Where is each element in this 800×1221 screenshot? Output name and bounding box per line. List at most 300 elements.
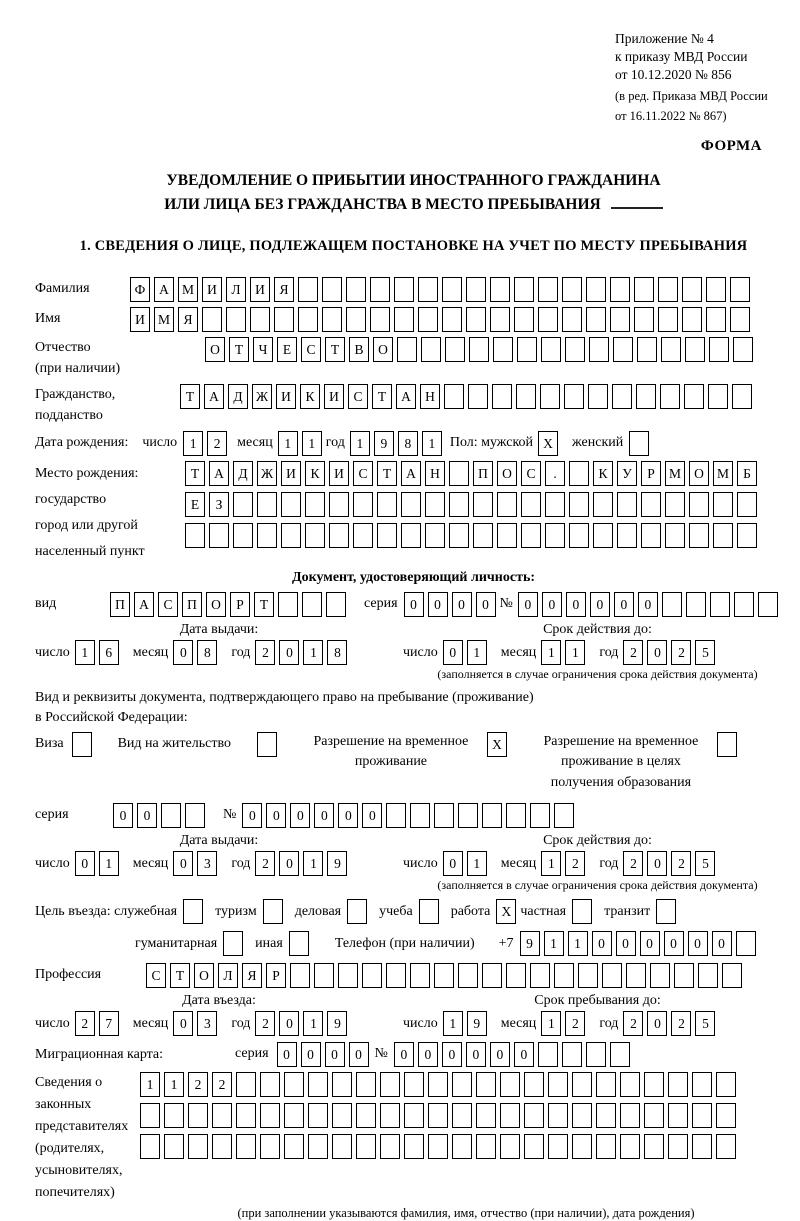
char-cell[interactable]	[476, 1103, 496, 1128]
char-cell[interactable]: 1	[541, 851, 561, 876]
char-cell[interactable]	[617, 492, 637, 517]
char-cell[interactable]: И	[250, 277, 270, 302]
char-cell[interactable]	[521, 523, 541, 548]
char-cell[interactable]: 2	[671, 640, 691, 665]
char-cell[interactable]	[713, 523, 733, 548]
char-cell[interactable]	[610, 1042, 630, 1067]
char-cell[interactable]: 7	[99, 1011, 119, 1036]
char-cell[interactable]	[730, 277, 750, 302]
char-cell[interactable]: 1	[443, 1011, 463, 1036]
char-cell[interactable]: 0	[442, 1042, 462, 1067]
char-cell[interactable]: 1	[467, 640, 487, 665]
char-cell[interactable]	[401, 523, 421, 548]
char-cell[interactable]	[521, 492, 541, 517]
char-cell[interactable]: 8	[197, 640, 217, 665]
char-cell[interactable]: 1	[164, 1072, 184, 1097]
char-cell[interactable]	[634, 307, 654, 332]
char-cell[interactable]	[564, 384, 584, 409]
char-cell[interactable]: 1	[422, 431, 442, 456]
char-cell[interactable]: И	[324, 384, 344, 409]
char-cell[interactable]	[466, 277, 486, 302]
char-cell[interactable]	[346, 277, 366, 302]
char-cell[interactable]: 0	[712, 931, 732, 956]
char-cell[interactable]	[661, 337, 681, 362]
char-cell[interactable]	[596, 1103, 616, 1128]
char-cell[interactable]	[716, 1103, 736, 1128]
char-cell[interactable]	[497, 523, 517, 548]
char-cell[interactable]: 0	[443, 640, 463, 665]
char-cell[interactable]: 5	[695, 640, 715, 665]
char-cell[interactable]: К	[593, 461, 613, 486]
purpose-humanitarian-checkbox[interactable]	[223, 931, 243, 956]
char-cell[interactable]	[346, 307, 366, 332]
char-cell[interactable]: Я	[274, 277, 294, 302]
char-cell[interactable]	[589, 337, 609, 362]
char-cell[interactable]	[493, 337, 513, 362]
char-cell[interactable]: 1	[565, 640, 585, 665]
char-cell[interactable]	[397, 337, 417, 362]
char-cell[interactable]	[530, 803, 550, 828]
char-cell[interactable]	[428, 1134, 448, 1159]
char-cell[interactable]: 0	[290, 803, 310, 828]
char-cell[interactable]	[452, 1134, 472, 1159]
char-cell[interactable]: А	[134, 592, 154, 617]
char-cell[interactable]	[290, 963, 310, 988]
char-cell[interactable]	[658, 277, 678, 302]
char-cell[interactable]	[308, 1103, 328, 1128]
char-cell[interactable]: 9	[374, 431, 394, 456]
char-cell[interactable]	[548, 1134, 568, 1159]
char-cell[interactable]	[733, 337, 753, 362]
char-cell[interactable]	[458, 963, 478, 988]
char-cell[interactable]: В	[349, 337, 369, 362]
char-cell[interactable]: Ф	[130, 277, 150, 302]
char-cell[interactable]	[620, 1103, 640, 1128]
char-cell[interactable]: 1	[541, 640, 561, 665]
char-cell[interactable]: 5	[695, 1011, 715, 1036]
char-cell[interactable]: О	[194, 963, 214, 988]
char-cell[interactable]	[332, 1134, 352, 1159]
char-cell[interactable]: Р	[266, 963, 286, 988]
char-cell[interactable]	[386, 963, 406, 988]
char-cell[interactable]	[380, 1134, 400, 1159]
char-cell[interactable]	[278, 592, 298, 617]
char-cell[interactable]	[698, 963, 718, 988]
char-cell[interactable]	[524, 1072, 544, 1097]
char-cell[interactable]: 0	[466, 1042, 486, 1067]
char-cell[interactable]: Н	[425, 461, 445, 486]
char-cell[interactable]	[636, 384, 656, 409]
char-cell[interactable]	[541, 337, 561, 362]
char-cell[interactable]	[569, 523, 589, 548]
char-cell[interactable]	[452, 1103, 472, 1128]
char-cell[interactable]: И	[202, 277, 222, 302]
char-cell[interactable]	[506, 803, 526, 828]
char-cell[interactable]	[689, 523, 709, 548]
char-cell[interactable]: Д	[228, 384, 248, 409]
char-cell[interactable]	[665, 492, 685, 517]
char-cell[interactable]	[516, 384, 536, 409]
char-cell[interactable]: О	[497, 461, 517, 486]
char-cell[interactable]	[713, 492, 733, 517]
visa-checkbox[interactable]	[72, 732, 92, 757]
char-cell[interactable]: 2	[565, 851, 585, 876]
char-cell[interactable]: 0	[443, 851, 463, 876]
char-cell[interactable]	[250, 307, 270, 332]
char-cell[interactable]: 0	[647, 1011, 667, 1036]
char-cell[interactable]: 1	[302, 431, 322, 456]
char-cell[interactable]	[716, 1072, 736, 1097]
char-cell[interactable]: О	[205, 337, 225, 362]
purpose-other-checkbox[interactable]	[289, 931, 309, 956]
char-cell[interactable]	[476, 1072, 496, 1097]
char-cell[interactable]	[449, 523, 469, 548]
char-cell[interactable]	[637, 337, 657, 362]
char-cell[interactable]	[425, 523, 445, 548]
char-cell[interactable]: М	[154, 307, 174, 332]
char-cell[interactable]	[302, 592, 322, 617]
char-cell[interactable]	[562, 307, 582, 332]
char-cell[interactable]: 9	[520, 931, 540, 956]
char-cell[interactable]	[658, 307, 678, 332]
char-cell[interactable]	[212, 1103, 232, 1128]
purpose-private-checkbox[interactable]	[572, 899, 592, 924]
char-cell[interactable]	[514, 307, 534, 332]
char-cell[interactable]	[394, 277, 414, 302]
char-cell[interactable]: Т	[229, 337, 249, 362]
char-cell[interactable]	[593, 492, 613, 517]
char-cell[interactable]	[641, 523, 661, 548]
purpose-work-checkbox[interactable]: X	[496, 899, 516, 924]
char-cell[interactable]: 2	[565, 1011, 585, 1036]
char-cell[interactable]	[596, 1072, 616, 1097]
char-cell[interactable]	[305, 492, 325, 517]
char-cell[interactable]	[644, 1103, 664, 1128]
char-cell[interactable]	[548, 1072, 568, 1097]
char-cell[interactable]	[308, 1072, 328, 1097]
char-cell[interactable]: 0	[242, 803, 262, 828]
char-cell[interactable]: 0	[404, 592, 424, 617]
char-cell[interactable]	[442, 307, 462, 332]
char-cell[interactable]	[588, 384, 608, 409]
char-cell[interactable]: Т	[180, 384, 200, 409]
char-cell[interactable]: 8	[398, 431, 418, 456]
char-cell[interactable]: 0	[428, 592, 448, 617]
char-cell[interactable]	[538, 1042, 558, 1067]
char-cell[interactable]	[662, 592, 682, 617]
char-cell[interactable]	[284, 1103, 304, 1128]
char-cell[interactable]	[490, 277, 510, 302]
char-cell[interactable]	[370, 277, 390, 302]
temp-residence-edu-checkbox[interactable]	[717, 732, 737, 757]
char-cell[interactable]	[380, 1072, 400, 1097]
char-cell[interactable]: 1	[544, 931, 564, 956]
char-cell[interactable]	[428, 1072, 448, 1097]
char-cell[interactable]: 0	[394, 1042, 414, 1067]
char-cell[interactable]: 1	[99, 851, 119, 876]
char-cell[interactable]: 0	[514, 1042, 534, 1067]
char-cell[interactable]	[458, 803, 478, 828]
char-cell[interactable]	[674, 963, 694, 988]
char-cell[interactable]	[737, 523, 757, 548]
char-cell[interactable]: 2	[75, 1011, 95, 1036]
char-cell[interactable]: 2	[188, 1072, 208, 1097]
char-cell[interactable]	[322, 277, 342, 302]
char-cell[interactable]: 2	[255, 851, 275, 876]
char-cell[interactable]	[452, 1072, 472, 1097]
char-cell[interactable]: 1	[303, 640, 323, 665]
purpose-transit-checkbox[interactable]	[656, 899, 676, 924]
char-cell[interactable]: 0	[476, 592, 496, 617]
char-cell[interactable]: 1	[278, 431, 298, 456]
char-cell[interactable]	[692, 1072, 712, 1097]
char-cell[interactable]: 0	[137, 803, 157, 828]
char-cell[interactable]: 0	[566, 592, 586, 617]
char-cell[interactable]: 2	[255, 640, 275, 665]
char-cell[interactable]: Р	[641, 461, 661, 486]
char-cell[interactable]	[284, 1134, 304, 1159]
char-cell[interactable]: К	[300, 384, 320, 409]
char-cell[interactable]	[538, 307, 558, 332]
char-cell[interactable]	[569, 492, 589, 517]
char-cell[interactable]	[617, 523, 637, 548]
char-cell[interactable]: 0	[490, 1042, 510, 1067]
char-cell[interactable]: 0	[173, 640, 193, 665]
char-cell[interactable]: 1	[467, 851, 487, 876]
char-cell[interactable]	[530, 963, 550, 988]
char-cell[interactable]	[404, 1103, 424, 1128]
purpose-tourism-checkbox[interactable]	[263, 899, 283, 924]
char-cell[interactable]: 2	[623, 640, 643, 665]
char-cell[interactable]	[572, 1072, 592, 1097]
char-cell[interactable]: К	[305, 461, 325, 486]
char-cell[interactable]: Р	[230, 592, 250, 617]
char-cell[interactable]: А	[204, 384, 224, 409]
char-cell[interactable]	[164, 1103, 184, 1128]
char-cell[interactable]	[401, 492, 421, 517]
char-cell[interactable]: 0	[338, 803, 358, 828]
char-cell[interactable]	[736, 931, 756, 956]
char-cell[interactable]: 9	[327, 1011, 347, 1036]
char-cell[interactable]: 0	[614, 592, 634, 617]
char-cell[interactable]	[650, 963, 670, 988]
char-cell[interactable]: И	[329, 461, 349, 486]
char-cell[interactable]	[709, 337, 729, 362]
char-cell[interactable]	[140, 1103, 160, 1128]
char-cell[interactable]	[660, 384, 680, 409]
char-cell[interactable]	[554, 803, 574, 828]
char-cell[interactable]: И	[281, 461, 301, 486]
char-cell[interactable]: 3	[197, 1011, 217, 1036]
char-cell[interactable]	[353, 492, 373, 517]
char-cell[interactable]: 1	[303, 1011, 323, 1036]
char-cell[interactable]	[329, 523, 349, 548]
char-cell[interactable]	[209, 523, 229, 548]
char-cell[interactable]: О	[689, 461, 709, 486]
char-cell[interactable]	[612, 384, 632, 409]
char-cell[interactable]	[356, 1134, 376, 1159]
char-cell[interactable]	[644, 1134, 664, 1159]
char-cell[interactable]	[626, 963, 646, 988]
char-cell[interactable]: 2	[623, 851, 643, 876]
char-cell[interactable]	[473, 492, 493, 517]
char-cell[interactable]	[500, 1134, 520, 1159]
char-cell[interactable]	[380, 1103, 400, 1128]
char-cell[interactable]	[449, 461, 469, 486]
char-cell[interactable]: 0	[638, 592, 658, 617]
char-cell[interactable]: М	[713, 461, 733, 486]
char-cell[interactable]	[188, 1103, 208, 1128]
char-cell[interactable]	[233, 492, 253, 517]
char-cell[interactable]: Я	[178, 307, 198, 332]
char-cell[interactable]: 0	[325, 1042, 345, 1067]
char-cell[interactable]: С	[353, 461, 373, 486]
char-cell[interactable]	[305, 523, 325, 548]
sex-male-checkbox[interactable]: X	[538, 431, 558, 456]
char-cell[interactable]	[356, 1072, 376, 1097]
char-cell[interactable]: 0	[518, 592, 538, 617]
char-cell[interactable]	[314, 963, 334, 988]
char-cell[interactable]: Т	[377, 461, 397, 486]
temp-residence-checkbox[interactable]: X	[487, 732, 507, 757]
char-cell[interactable]	[596, 1134, 616, 1159]
char-cell[interactable]	[524, 1134, 544, 1159]
char-cell[interactable]	[708, 384, 728, 409]
char-cell[interactable]	[572, 1103, 592, 1128]
char-cell[interactable]: П	[182, 592, 202, 617]
char-cell[interactable]: 1	[350, 431, 370, 456]
char-cell[interactable]	[734, 592, 754, 617]
char-cell[interactable]: 0	[349, 1042, 369, 1067]
char-cell[interactable]	[548, 1103, 568, 1128]
char-cell[interactable]	[418, 277, 438, 302]
char-cell[interactable]	[298, 277, 318, 302]
char-cell[interactable]	[212, 1134, 232, 1159]
char-cell[interactable]: 1	[75, 640, 95, 665]
char-cell[interactable]	[506, 963, 526, 988]
char-cell[interactable]	[710, 592, 730, 617]
char-cell[interactable]: С	[158, 592, 178, 617]
char-cell[interactable]: 0	[173, 851, 193, 876]
char-cell[interactable]	[434, 803, 454, 828]
char-cell[interactable]: М	[665, 461, 685, 486]
char-cell[interactable]: 1	[541, 1011, 561, 1036]
char-cell[interactable]	[572, 1134, 592, 1159]
char-cell[interactable]	[418, 307, 438, 332]
char-cell[interactable]	[298, 307, 318, 332]
char-cell[interactable]	[410, 963, 430, 988]
char-cell[interactable]	[332, 1072, 352, 1097]
char-cell[interactable]	[274, 307, 294, 332]
char-cell[interactable]: 0	[616, 931, 636, 956]
char-cell[interactable]	[329, 492, 349, 517]
char-cell[interactable]	[233, 523, 253, 548]
char-cell[interactable]: Ч	[253, 337, 273, 362]
char-cell[interactable]	[284, 1072, 304, 1097]
char-cell[interactable]: Б	[737, 461, 757, 486]
char-cell[interactable]	[689, 492, 709, 517]
char-cell[interactable]	[490, 307, 510, 332]
char-cell[interactable]: 1	[183, 431, 203, 456]
char-cell[interactable]	[562, 277, 582, 302]
char-cell[interactable]: 0	[647, 640, 667, 665]
char-cell[interactable]: О	[373, 337, 393, 362]
char-cell[interactable]: Е	[185, 492, 205, 517]
char-cell[interactable]	[686, 592, 706, 617]
char-cell[interactable]	[140, 1134, 160, 1159]
char-cell[interactable]	[377, 523, 397, 548]
char-cell[interactable]: У	[617, 461, 637, 486]
char-cell[interactable]	[593, 523, 613, 548]
char-cell[interactable]	[524, 1103, 544, 1128]
char-cell[interactable]	[425, 492, 445, 517]
char-cell[interactable]: А	[401, 461, 421, 486]
char-cell[interactable]: Л	[226, 277, 246, 302]
char-cell[interactable]: 0	[640, 931, 660, 956]
char-cell[interactable]: 0	[301, 1042, 321, 1067]
char-cell[interactable]	[610, 277, 630, 302]
char-cell[interactable]	[578, 963, 598, 988]
char-cell[interactable]	[445, 337, 465, 362]
char-cell[interactable]: 2	[212, 1072, 232, 1097]
char-cell[interactable]	[685, 337, 705, 362]
char-cell[interactable]: 0	[266, 803, 286, 828]
char-cell[interactable]: 0	[279, 640, 299, 665]
char-cell[interactable]: 0	[314, 803, 334, 828]
char-cell[interactable]	[185, 523, 205, 548]
char-cell[interactable]: А	[154, 277, 174, 302]
char-cell[interactable]	[716, 1134, 736, 1159]
char-cell[interactable]	[421, 337, 441, 362]
char-cell[interactable]: А	[396, 384, 416, 409]
char-cell[interactable]	[565, 337, 585, 362]
char-cell[interactable]	[540, 384, 560, 409]
char-cell[interactable]: 0	[279, 1011, 299, 1036]
char-cell[interactable]: 1	[568, 931, 588, 956]
char-cell[interactable]: Т	[372, 384, 392, 409]
char-cell[interactable]	[466, 307, 486, 332]
char-cell[interactable]	[476, 1134, 496, 1159]
char-cell[interactable]	[682, 307, 702, 332]
char-cell[interactable]	[554, 963, 574, 988]
char-cell[interactable]	[469, 337, 489, 362]
char-cell[interactable]	[410, 803, 430, 828]
char-cell[interactable]	[562, 1042, 582, 1067]
char-cell[interactable]	[356, 1103, 376, 1128]
char-cell[interactable]: И	[276, 384, 296, 409]
char-cell[interactable]: 0	[688, 931, 708, 956]
char-cell[interactable]	[236, 1103, 256, 1128]
char-cell[interactable]	[602, 963, 622, 988]
char-cell[interactable]: С	[146, 963, 166, 988]
char-cell[interactable]	[732, 384, 752, 409]
char-cell[interactable]: 0	[592, 931, 612, 956]
char-cell[interactable]: 2	[671, 1011, 691, 1036]
char-cell[interactable]: С	[301, 337, 321, 362]
char-cell[interactable]	[610, 307, 630, 332]
char-cell[interactable]: Н	[420, 384, 440, 409]
char-cell[interactable]	[353, 523, 373, 548]
char-cell[interactable]	[758, 592, 778, 617]
char-cell[interactable]: 5	[695, 851, 715, 876]
char-cell[interactable]: Д	[233, 461, 253, 486]
char-cell[interactable]	[722, 963, 742, 988]
char-cell[interactable]: 0	[173, 1011, 193, 1036]
char-cell[interactable]	[185, 803, 205, 828]
char-cell[interactable]	[332, 1103, 352, 1128]
char-cell[interactable]: Л	[218, 963, 238, 988]
char-cell[interactable]: 0	[279, 851, 299, 876]
